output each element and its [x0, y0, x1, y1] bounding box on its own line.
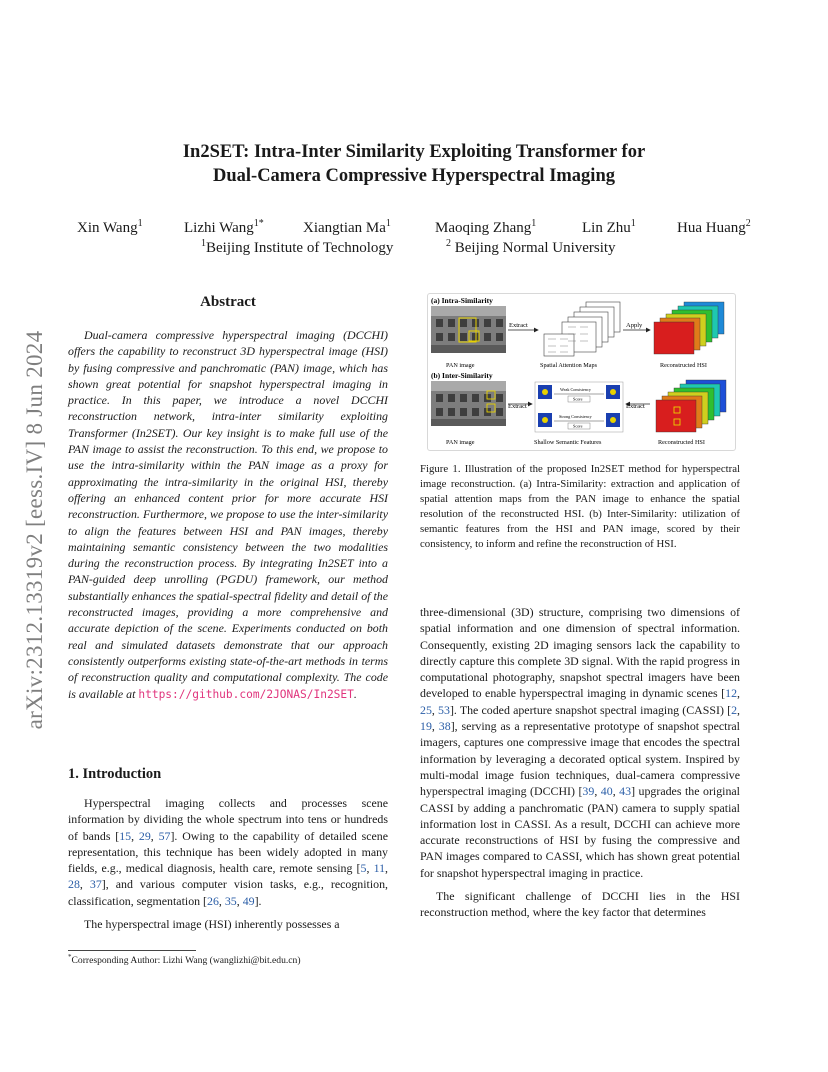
score-label-strong: Score [573, 423, 583, 429]
score-label-weak: Score [573, 396, 583, 402]
code-link[interactable]: https://github.com/2JONAS/In2SET [138, 687, 354, 701]
text-run: ], and various computer vision tasks, e.g., recognition, classification, segmentation [ [68, 877, 388, 908]
label-inter-similarity: (b) Inter-Similarity [431, 371, 493, 380]
reconstructed-hsi-label-b: Reconstructed HSI [658, 439, 705, 446]
citation-link[interactable]: 39 [582, 784, 595, 799]
affiliation: $^2$ Beijing Normal University [446, 238, 616, 256]
strong-consistency-label: Strong Consistency [559, 414, 592, 419]
text-run: ] upgrades the original CASSI by adding a panchromatic (PAN) camera to supply spatial information lost in CASSI. As a result, DCCHI can achieve more accurate reconstructions of HSI by fusing the compressive and PAN images compared to CASSI, which has shown great potential for snapshot hyperspectral imaging in practice. [420, 784, 740, 880]
text-run: , [150, 828, 159, 843]
text-run: ]. [254, 893, 262, 908]
citation-link[interactable]: 37 [89, 877, 102, 892]
extract-label-b: Extract [508, 403, 527, 410]
pan-image-a [431, 306, 506, 353]
text-run: , [737, 686, 740, 701]
text-run: three-dimensional (3D) structure, comprising two dimensions of spatial information and one dimension of spectral information. Consequently, existing 2D imaging sensors lack the capability to directly capture this complete 3D signal. With the rapid progress in computational photography, snapshot spectral imagers have been developed to enable hyperspectral imaging in dynamic scenes [ [420, 605, 740, 701]
text-run: ]. The coded aperture snapshot spectral imaging (CASSI) [ [449, 702, 732, 717]
text-run: , [737, 702, 740, 717]
shallow-semantic-features-label: Shallow Semantic Features [534, 439, 602, 446]
citation-link[interactable]: 38 [438, 719, 451, 734]
apply-label: Apply [626, 322, 643, 329]
pan-image-label-a: PAN image [446, 362, 475, 369]
arxiv-id: arXiv:2312.13319v2 [eess.IV] 8 Jun 2024 [22, 330, 47, 730]
citation-link[interactable]: 43 [619, 784, 632, 799]
reconstructed-hsi-a [654, 302, 724, 354]
title-line-2: Dual-Camera Compressive Hyperspectral Imaging [213, 166, 615, 186]
citation-link[interactable]: 11 [373, 861, 386, 876]
section-heading-introduction: 1. Introduction [68, 766, 162, 782]
citation-link[interactable]: 53 [438, 702, 450, 717]
weak-consistency-label: Weak Consistency [560, 387, 591, 392]
citation-link[interactable]: 35 [224, 893, 237, 908]
reconstructed-hsi-b [656, 380, 726, 432]
citation-link[interactable]: 28 [68, 877, 80, 892]
citation-link[interactable]: 49 [242, 893, 255, 908]
citation-link[interactable]: 26 [207, 893, 219, 908]
extract-label-c: Extract [626, 403, 645, 410]
extract-label-a: Extract [509, 322, 528, 329]
footnote: *Corresponding Author: Lizhi Wang (wanglizhi@bit.edu.cn) [68, 953, 301, 967]
author: Hua Huang$^2$ [677, 218, 751, 236]
pan-image-b [431, 381, 506, 426]
text-run: , [79, 877, 90, 892]
citation-link[interactable]: 40 [600, 784, 613, 799]
author: Lizhi Wang$^{1*}$ [184, 218, 264, 236]
text-run: , [431, 702, 439, 717]
affiliation: $^1$Beijing Institute of Technology [201, 238, 394, 256]
figure-1-caption: Figure 1. Illustration of the proposed In2SET method for hyperspectral image reconstruction. (a) Intra-Similarity: extraction and application of spatial attention maps from the PAN image to enhance the spatial resolution of the reconstructed HSI. (b) Inter-Similarity: utilization of semantic features from the HSI and PAN image, scored by their consistency, to inform and refine the reconstruction of HSI. [420, 463, 740, 550]
reconstructed-hsi-label-a: Reconstructed HSI [660, 362, 707, 369]
text-run: , [218, 893, 225, 908]
citation-link[interactable]: 19 [420, 719, 432, 734]
citation-link[interactable]: 12 [725, 686, 738, 701]
citation-link[interactable]: 2 [731, 702, 738, 717]
text-run: , [366, 861, 374, 876]
spatial-attention-maps [544, 302, 620, 356]
title-line-1: In2SET: Intra-Inter Similarity Exploiting Transformer for [182, 142, 646, 162]
author: Xin Wang$^1$ [77, 218, 143, 236]
figure-1-diagram [428, 294, 735, 450]
intro-paragraph-1 [68, 795, 388, 909]
citation-link[interactable]: 57 [158, 828, 171, 843]
text-run: ]. Owing to the capability of detailed scene representation, this technique has been widely adopted in many fields, e.g., medical diagnosis, health care, remote sensing [ [68, 828, 388, 876]
text-run: , [594, 784, 601, 799]
right-column-body [420, 604, 740, 921]
footnote-rule [68, 950, 196, 951]
right-paragraph-1 [420, 604, 740, 881]
author: Lin Zhu$^1$ [582, 218, 636, 236]
author: Maoqing Zhang$^1$ [435, 218, 537, 236]
label-intra-similarity: (a) Intra-Similarity [431, 296, 493, 305]
right-paragraph-2: The significant challenge of DCCHI lies in the HSI reconstruction method, where the key factor that determines [420, 889, 740, 920]
pan-image-label-b: PAN image [446, 439, 475, 446]
text-run: ], serving as a representative prototype of snapshot spectral imagers, captures one compressive image that encodes the spectral information by leveraging a decorated optical system. Inspired by multi-modal image fusion techniques, dual-camera compressive hyperspectral imaging (DCCHI) [ [420, 719, 740, 799]
text-run: Hyperspectral imaging collects and processes scene information by dividing the whole spectrum into tens or hundreds of bands [ [68, 796, 388, 843]
abstract-body: Dual-camera compressive hyperspectral imaging (DCCHI) offers the capability to reconstruct 3D hyperspectral image (HSI) by fusing compressive and panchromatic (PAN) image, which has shown great potential for snapshot hyperspectral imaging in practice. In this paper, we introduce a novel DCCHI reconstruction network, intra-inter similarity exploiting Transformer (In2SET). Our key insight is to make full use of the PAN image to assist the reconstruction. To this end, we propose to use the intra-similarity within the PAN image as a proxy for approximating the intra-similarity in the original HSI, thereby offering an enhanced content prior for more accurate HSI reconstruction. Furthermore, we propose to use the inter-similarity to align the features between HSI and PAN images, thereby maintaining semantic consistency between the two modalities during the reconstruction process. By integrating In2SET into a PAN-guided deep unrolling (PGDU) framework, our method substantially enhances the spatial-spectral fidelity and detail of the reconstructed images, providing a more comprehensive and accurate depiction of the scene. Experiments conducted on both real and simulated datasets demonstrate that our approach consistently outperforms existing state-of-the-art methods in terms of reconstruction quality and computational complexity. The code is available at https://github.com/2JONAS/In2SET. [68, 328, 388, 701]
citation-link[interactable]: 25 [420, 702, 432, 717]
citation-link[interactable]: 15 [119, 828, 132, 843]
text-run: , [431, 719, 439, 734]
text-run: , [131, 828, 139, 843]
figure-1 [427, 293, 736, 451]
intro-paragraph-2: The hyperspectral image (HSI) inherently possesses a [84, 917, 340, 932]
arxiv-stamp [24, 300, 46, 760]
text-run: , [236, 893, 243, 908]
intro-body [68, 795, 388, 932]
spatial-attention-maps-label: Spatial Attention Maps [540, 362, 598, 369]
text-run: , [385, 861, 388, 876]
abstract-heading: Abstract [200, 294, 256, 310]
text-run: , [612, 784, 620, 799]
citation-link[interactable]: 29 [138, 828, 151, 843]
paper-title [0, 140, 828, 188]
author: Xiangtian Ma$^1$ [303, 218, 391, 236]
citation-link[interactable]: 5 [360, 861, 367, 876]
